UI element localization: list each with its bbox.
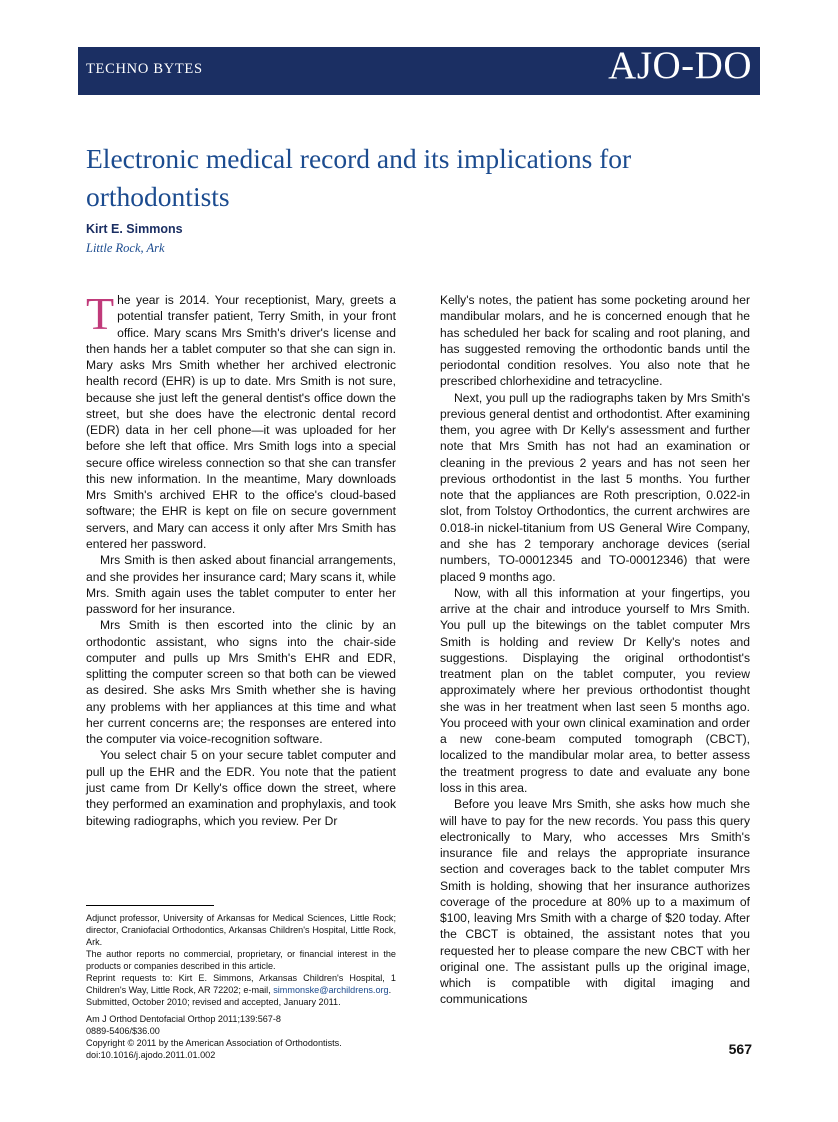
footnote-issn: 0889-5406/$36.00: [86, 1026, 160, 1036]
paragraph-text: Mrs Smith is then escorted into the clinic by an orthodontic assistant, who signs into the chair-side computer and pulls up Mrs Smith's EHR and EDR, splitting the computer screen so that both can be viewed as desired. She asks Mrs Smith whether she is having any problems with her appliances at this time and what her current concerns are; the responses are entered into the computer via voice-recognition software.: [86, 618, 396, 747]
paragraph: [440, 796, 750, 1007]
footnote-citation: Am J Orthod Dentofacial Orthop 2011;139:567-8: [86, 1014, 281, 1024]
body-column-right: [440, 292, 750, 1008]
paragraph-text: Next, you pull up the radiographs taken by Mrs Smith's previous general dentist and orthodontist. After examining them, you agree with Dr Kelly's assessment and further note that Mrs Smith has not had an examination or cleaning in the previous 2 years and has not seen her previous orthodontist in the last 5 months. You further note that the appliances are Roth prescription, 0.022-in slot, from Tolstoy Orthodontics, the current archwires are 0.018-in nickel-titanium from US General Wire Company, and she has 2 temporary anchorage devices (serial numbers, TO-00012345 and TO-00012346) that were placed 9 months ago.: [440, 390, 750, 584]
author-name: Kirt E. Simmons: [86, 222, 183, 236]
footnote-doi: doi:10.1016/j.ajodo.2011.01.002: [86, 1050, 216, 1060]
footnote-disclosure: The author reports no commercial, proprietary, or financial interest in the products or companies described in this article.: [86, 949, 396, 971]
paragraph-text: he year is 2014. Your receptionist, Mary, greets a potential transfer patient, Terry Smith, in your front office. Mary scans Mrs Smith's driver's license and then hands her a tablet computer so that she can sign in. Mary asks Mrs Smith whether her archived electronic health record (EHR) is up to date. Mrs Smith is not sure, because she just left the general dentist's office down the street, but she does have the electronic dental record (EDR) data in her cell phone—it was uploaded for her before she left that office. Mrs Smith logs into a special secure office wireless connection so that she can transfer this new information. In the meantime, Mary downloads Mrs Smith's archived EHR to the office's cloud-based software; the EHR is kept on file on secure government servers, and Mary can access it only after Mrs Smith has entered her password.: [86, 293, 396, 551]
paragraph-text: Mrs Smith is then asked about financial arrangements, and she provides her insurance card; Mary scans it, while Mrs. Smith again uses the tablet computer to enter her password for her insurance.: [86, 553, 396, 617]
footnote-divider: [86, 905, 214, 906]
paragraph-text: Now, with all this information at your fingertips, you arrive at the chair and introduce yourself to Mrs Smith. You pull up the bitewings on the tablet computer Mrs Smith is holding and review Dr Kelly's notes and suggestions. Displaying the original orthodontist's treatment plan on the tablet computer, you review approximately where her previous orthodontist thought she was in her treatment when last seen 5 months ago. You proceed with your own clinical examination and order a new cone-beam computed tomograph (CBCT), localized to the mandibular molar area, to better assess the treatment progress to date and evaluate any bone loss in this area.: [440, 585, 750, 795]
paragraph: [440, 292, 750, 390]
page-title: Electronic medical record and its implications for orthodontists: [86, 143, 632, 212]
paragraph: [440, 390, 750, 585]
drop-cap: T: [86, 288, 115, 339]
footnote-affiliation: Adjunct professor, University of Arkansas for Medical Sciences, Little Rock; director, Craniofacial Orthodontics, Arkansas Children's Hospital, Little Rock, Ark.: [86, 913, 396, 947]
footnote-reprint-prefix: Reprint requests to: Kirt E. Simmons, Arkansas Children's Hospital, 1 Children's Way, Little Rock, AR 72202; e-mail,: [86, 973, 396, 995]
section-label: TECHNO BYTES: [86, 61, 203, 77]
paragraph-text: Before you leave Mrs Smith, she asks how much she will have to pay for the new records. You pass this query electronically to Mary, who accesses Mrs Smith's insurance file and relays the appropriate insurance section and coverages back to the tablet computer Mrs Smith is holding, showing that her insurance authorizes coverage of the procedure at 80% up to a maximum of $100, leaving Mrs Smith with a charge of $20 today. After the CBCT is obtained, the assistant notes that you requested her to please compare the new CBCT with her original one. The assistant pulls up the original image, which is compatible with digital imaging and communications: [440, 797, 750, 1007]
footnote-reprint: [86, 972, 396, 996]
footnote-email-link[interactable]: simmonske@archildrens.org: [273, 985, 389, 995]
page-number: 567: [728, 1041, 752, 1057]
footnote-reprint-suffix: .: [388, 985, 392, 995]
footnote-block: [86, 905, 396, 1061]
paragraph: [86, 617, 396, 747]
paragraph: [86, 747, 396, 828]
header-rule: [78, 92, 760, 95]
paragraph-text: You select chair 5 on your secure tablet computer and pull up the EHR and the EDR. You note that the patient just came from Dr Kelly's office down the street, where they performed an examination and prophylaxis, and took bitewing radiographs, which you review. Per Dr: [86, 748, 396, 828]
paragraph-text: Kelly's notes, the patient has some pocketing around her mandibular molars, and he is concerned enough that he has scheduled her back for scaling and root planing, and has suggested removing the orthodontic bands until the periodontal condition resolves. You also note that he prescribed chlorhexidine and tetracycline.: [440, 293, 750, 389]
body-column-left: [86, 288, 396, 829]
author-affiliation: Little Rock, Ark: [86, 241, 165, 255]
paragraph: [86, 288, 396, 552]
footnote-submitted: Submitted, October 2010; revised and accepted, January 2011.: [86, 997, 341, 1007]
paragraph: [440, 585, 750, 796]
journal-logo: AJO-DO: [608, 44, 752, 87]
paragraph: [86, 552, 396, 617]
footnote-copyright: Copyright © 2011 by the American Association of Orthodontists.: [86, 1038, 342, 1048]
